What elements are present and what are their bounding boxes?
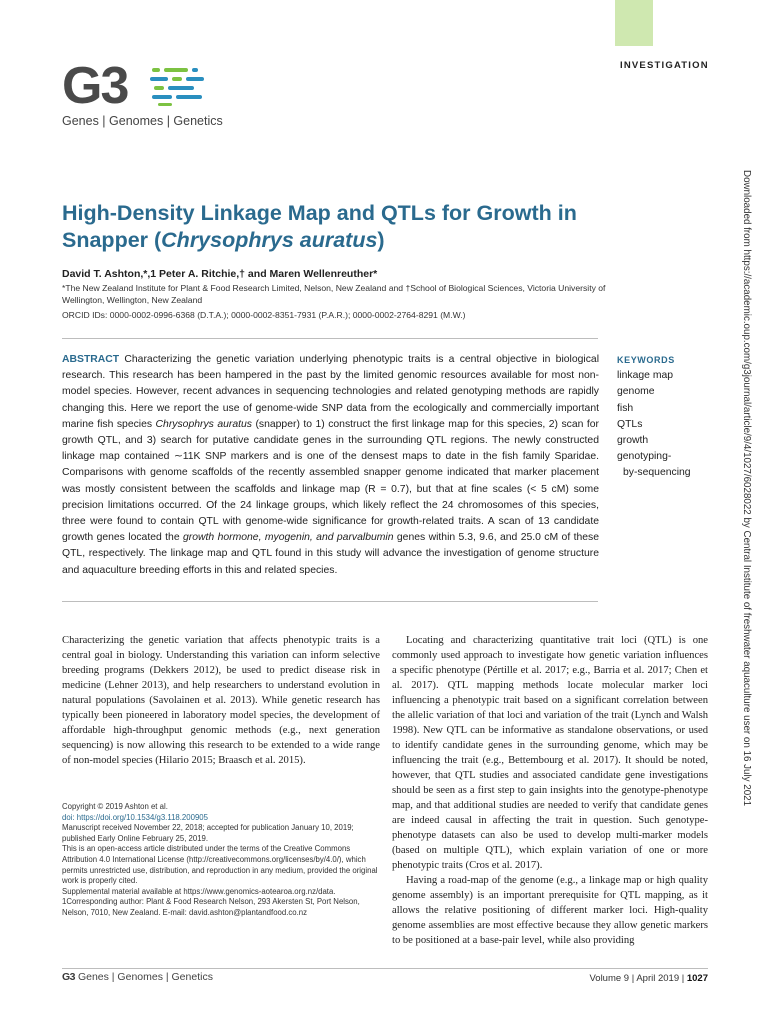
- footer-date: April 2019: [636, 973, 680, 984]
- footer-logo-mark: G3: [62, 971, 76, 983]
- footer-volume: Volume 9: [589, 973, 630, 984]
- body-paragraph: Having a road-map of the genome (e.g., a linkage map or high quality genome assembly) is an important prerequisite for QTL mapping, as it allows the relative positioning of different marker loci. High-quality genome assemblies are most effective because they allow genetic markers to be positioned at a base-pair level, while also providing: [392, 875, 708, 946]
- abstract-species: Chrysophrys auratus: [155, 418, 252, 430]
- footer-page-number: 1027: [686, 973, 708, 984]
- affiliations: *The New Zealand Institute for Plant & Food Research Limited, Nelson, New Zealand and †School of Biological Sciences, Victoria University of Wellington, Wellington, New Zealand: [62, 283, 606, 305]
- footnotes: [62, 802, 380, 919]
- keyword-item: fish: [617, 402, 634, 414]
- title-text: High-Density Linkage Map and QTLs for Growth in Snapper (: [62, 201, 577, 252]
- body-paragraph: Characterizing the genetic variation that affects phenotypic traits is a central goal in biology. Understanding this variation can inform selective breeding programs (Dekkers 2012), be used to predict disease risk in medicine (Lehner 2013), and help researchers to understand evolution in natural populations (Savolainen et al. 2013). While genetic research has typically been pioneered in laboratory model species, the development of affordable high-throughput genomic methods (e.g., next generation sequencing) is now allowing this research to be extended to a wide range of non-model species (Hilario 2015; Braasch et al. 2015).: [62, 635, 380, 766]
- corner-tab: [615, 0, 653, 46]
- abstract-text-1: Characterizing the genetic variation underlying phenotypic traits is a central objective in biological research. This research has been hampered in the past by the limited genomic resources available for most non-model species. However, recent advances in sequencing technologies and related genotyping methods are rapidly changing this. Here we report the use of genome-wide SNP data from the ecologically and commercially important marine fish species: [62, 354, 599, 430]
- copyright-note: Copyright © 2019 Ashton et al.: [62, 802, 168, 811]
- keyword-item: genotyping-: [617, 451, 672, 463]
- footer-sep: |: [631, 973, 635, 984]
- authors: David T. Ashton,*,1 Peter A. Ritchie,† and Maren Wellenreuther*: [62, 268, 378, 280]
- body-column-right: [392, 633, 708, 948]
- download-watermark-text: Downloaded from https://academic.oup.com/g3journal/article/9/4/1027/6028022 by Central Institute of freshwater aquaculture user on 16 July 2021: [741, 170, 752, 807]
- keyword-item: QTLs: [617, 418, 643, 430]
- logo-bars-icon: [150, 66, 220, 106]
- footer-sep: |: [681, 973, 685, 984]
- download-watermark: [738, 170, 752, 880]
- footer-journal: [62, 971, 213, 983]
- body-column-left: [62, 633, 380, 768]
- supplemental-note: Supplemental material available at https://www.genomics-aotearoa.org.nz/data.: [62, 886, 336, 896]
- abstract-label: ABSTRACT: [62, 354, 120, 365]
- license-note: This is an open-access article distributed under the terms of the Creative Commons Attribution 4.0 International License (http://creativecommons.org/licenses/by/4.0/), which permits unrestricted use, distribution, and reproduction in any medium, provided the original work is properly cited.: [62, 844, 378, 886]
- corresponding-author: 1Corresponding author: Plant & Food Research Nelson, 293 Akersten St, Port Nelson, Nelson, 7010, New Zealand. E-mail: david.ashton@plantandfood.co.nz: [62, 897, 360, 917]
- footer-rule: [62, 968, 708, 969]
- keyword-item: linkage map: [617, 370, 674, 382]
- article-title: [62, 200, 622, 254]
- keyword-item: by-sequencing: [623, 467, 691, 479]
- keyword-item: genome: [617, 386, 655, 398]
- journal-logo: [62, 57, 242, 132]
- keyword-item: growth: [617, 435, 649, 447]
- abstract-genes: growth hormone, myogenin, and parvalbumin: [183, 532, 394, 544]
- keywords-label: KEYWORDS: [617, 355, 675, 365]
- section-label: INVESTIGATION: [620, 60, 709, 71]
- doi-link[interactable]: doi: https://doi.org/10.1534/g3.118.200905: [62, 812, 208, 822]
- keywords-list: [617, 368, 727, 481]
- logo-subtitle: Genes | Genomes | Genetics: [62, 114, 223, 128]
- manuscript-dates: Manuscript received November 22, 2018; accepted for publication January 10, 2019; published Early Online February 25, 2019.: [62, 823, 354, 843]
- footer-issue: [500, 973, 708, 984]
- footer-journal-name: Genes | Genomes | Genetics: [77, 971, 213, 983]
- abstract-bottom-rule: [62, 601, 598, 602]
- orcid-ids: ORCID IDs: 0000-0002-0996-6368 (D.T.A.); 0000-0002-8351-7931 (P.A.R.); 0000-0002-2764-8291 (M.W.): [62, 310, 466, 320]
- abstract-top-rule: [62, 338, 598, 339]
- logo-g3-text: G3: [62, 57, 128, 115]
- body-paragraph: Locating and characterizing quantitative trait loci (QTL) is one commonly used approach to investigate how genetic variation influences a specific phenotype (Pértille et al. 2017; e.g., Barria et al. 2017; Chen et al. 2017). QTL mapping methods locate molecular marker loci influencing a phenotypic trait based on a significant correlation between the allelic variation of that loci and variation of the trait (Lynch and Walsh 1998). New QTL can be informative as standalone observations, or used to identify candidate genes in the surrounding genome, which may be influencing the trait (e.g., Bettembourg et al. 2017). It should be noted, however, that QTL studies and associated candidate gene investigations should be seen as a first step to gain insights into the genotype-phenotype map, and that additional studies are needed to verify that candidate genes are indeed causal in affecting the trait in question. Such genotype-phenotype datasets can also be used to develop multi-marker models (based on multiple QTL), which explain variation of one or more phenotypic traits (Cros et al. 2017).: [392, 635, 708, 871]
- abstract-text-2: (snapper) to 1) construct the first linkage map for this species, 2) scan for growth QTL, and 3) search for putative candidate genes in the surrounding QTL regions. The newly constructed linkage map contained ∼11K SNP markers and is one of the densest maps to date in the fish family Sparidae. Comparisons with genome scaffolds of the recently assembled snapper genome indicated that marker placement was mostly consistent between the scaffolds and linkage map (R = 0.7), but that at fine scales (< 5 cM) some precision limitations occurred. Of the 24 linkage groups, which likely reflect the 24 chromosomes of this species, three were found to contain QTL with genome-wide significance for growth-related traits. A scan of 13 candidate growth genes located the: [62, 418, 599, 544]
- title-end: ): [377, 228, 385, 252]
- abstract: [62, 352, 599, 579]
- keywords-box: [617, 352, 727, 482]
- abstract-text-3: genes within 5.3, 9.6, and 25.0 cM of these QTL, respectively. The linkage map and QTL found in this study will advance the investigation of genome structure and aquaculture breeding efforts in this and related species.: [62, 532, 600, 576]
- title-species: Chrysophrys auratus: [161, 228, 378, 252]
